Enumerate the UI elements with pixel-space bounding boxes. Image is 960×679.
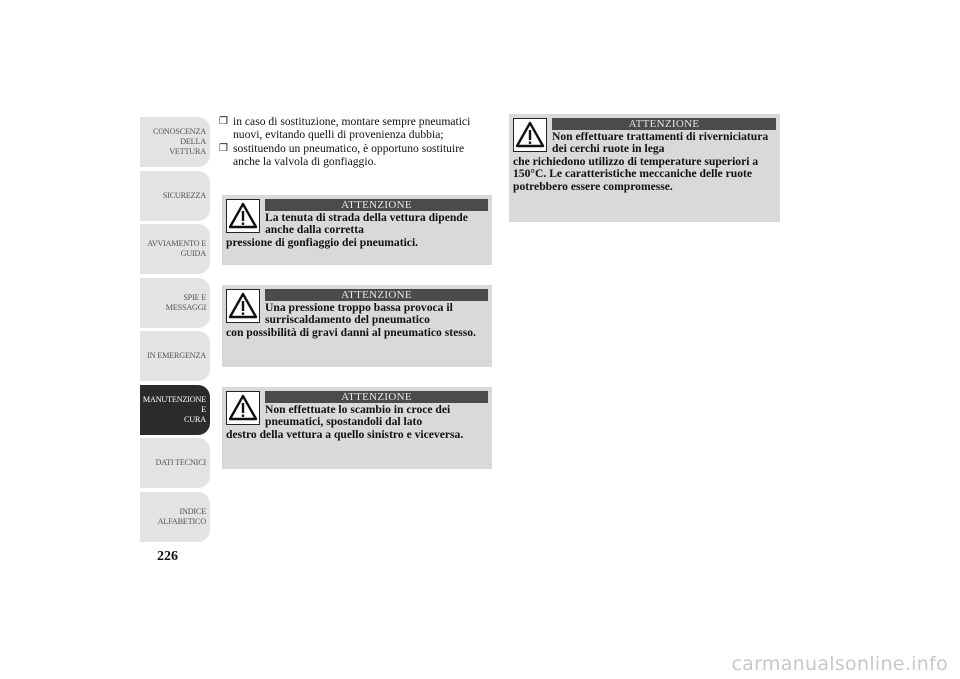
warning-box [222,195,492,265]
warning-header: ATTENZIONE [552,118,776,130]
tab-label: MANUTENZIONE E CURA [142,394,206,424]
tab-label: SPIE E MESSAGGI [165,292,206,312]
warning-text-rest: pressione di gonfiaggio dei pneumatici. [226,235,419,249]
tab-indice[interactable] [140,492,210,542]
tab-label: SICUREZZA [162,190,206,200]
bullet-text: sostituendo un pneumatico, è opportuno sostituire anche la valvola di gonfiaggio. [233,142,465,168]
tab-label: IN EMERGENZA [147,351,206,360]
tab-conoscenza[interactable] [140,117,210,167]
warning-box [222,285,492,367]
tab-manutenzione[interactable] [140,385,210,435]
warning-header: ATTENZIONE [265,391,488,403]
warning-text [226,404,488,441]
checkbox-bullet-icon: ❒ [219,116,228,127]
tab-sicurezza[interactable] [140,171,210,221]
bullet-list [219,116,481,170]
tab-label: AVVIAMENTO E GUIDA [147,239,206,258]
list-item [219,143,481,168]
warning-header: ATTENZIONE [265,289,488,301]
tab-avviamento[interactable] [140,224,210,274]
tab-dati-tecnici[interactable] [140,438,210,488]
warning-text-rest: con possibilità di gravi danni al pneumatico stesso. [226,325,476,339]
checkbox-bullet-icon: ❒ [219,143,228,155]
tab-label: CONOSCENZA DELLA VETTURA [152,127,206,156]
warning-text [513,131,776,193]
list-item [219,116,481,141]
tab-emergenza[interactable] [140,331,210,381]
tab-label: INDICE ALFABETICO [157,506,206,526]
tab-label: DATI TECNICI [155,458,206,467]
footer [0,653,960,675]
page-number: 226 [157,549,178,564]
warning-text [226,302,488,339]
warning-text-first: La tenuta di strada della vettura dipende anche dalla corretta [265,211,468,237]
bullet-text: in caso di sostituzione, montare sempre pneumatici nuovi, evitando quelli di provenienza dubbia; [233,115,471,141]
watermark: carmanualsonline.info [731,653,948,675]
warning-text-first: Non effettuare trattamenti di riverniciatura dei cerchi ruote in lega [552,130,769,156]
warning-box [509,114,780,222]
warning-text-first: Una pressione troppo bassa provoca il surriscaldamento del pneumatico [265,301,453,327]
section-tabs [140,117,210,545]
warning-header: ATTENZIONE [265,199,488,211]
tab-spie[interactable] [140,278,210,328]
warning-text-first: Non effettuate lo scambio in croce dei pneumatici, spostandoli dal lato [265,403,451,429]
warning-text-rest: che richiedono utilizzo di temperature superiori a 150°C. Le caratteristiche meccaniche delle ruote potrebbero essere compromesse. [513,154,759,193]
warning-box [222,387,492,469]
warning-text-rest: destro della vettura a quello sinistro e viceversa. [226,427,464,441]
warning-text [226,212,488,249]
